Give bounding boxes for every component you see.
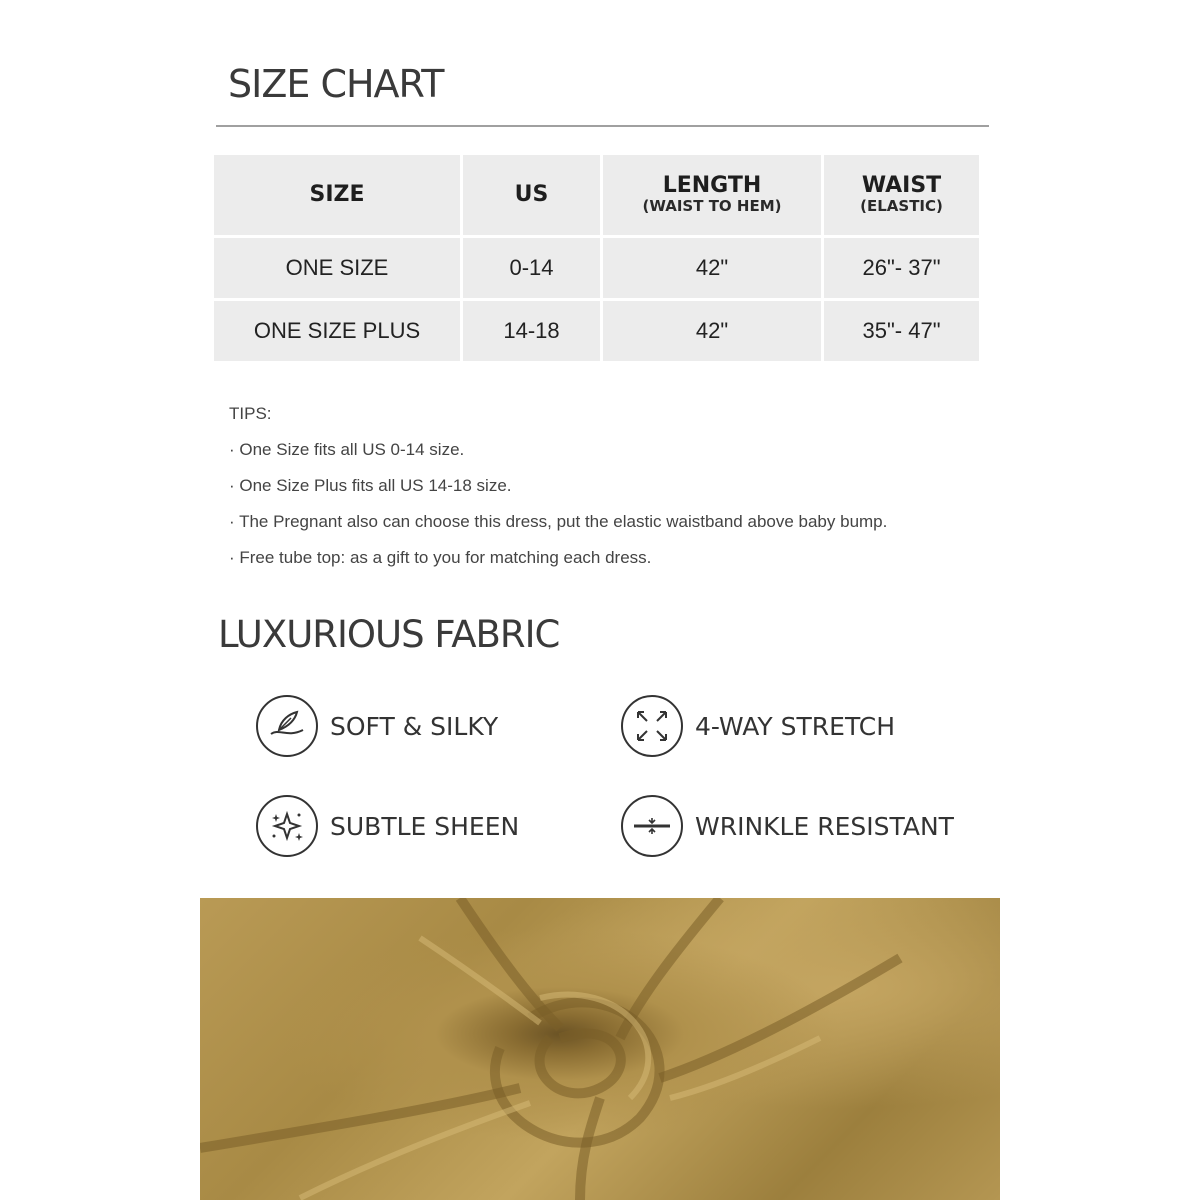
table-cell: 35"- 47" <box>824 301 979 361</box>
feature-label: WRINKLE RESISTANT <box>695 811 954 841</box>
feather-icon <box>256 695 318 757</box>
stretch-arrows-icon <box>621 695 683 757</box>
title-divider <box>216 125 989 127</box>
table-row <box>214 301 979 361</box>
feature-4-way-stretch <box>621 695 895 757</box>
feature-label: SUBTLE SHEEN <box>330 811 520 841</box>
size-table <box>211 152 982 364</box>
size-chart-title: SIZE CHART <box>228 62 444 106</box>
col-header-sub: (ELASTIC) <box>860 197 943 215</box>
feature-subtle-sheen <box>256 795 519 857</box>
flat-line-icon <box>621 795 683 857</box>
tip-item: · Free tube top: as a gift to you for matching each dress. <box>229 548 652 567</box>
table-cell: 42" <box>603 238 821 298</box>
col-header-label: US <box>514 182 549 207</box>
table-cell: ONE SIZE <box>214 238 460 298</box>
table-cell: 26"- 37" <box>824 238 979 298</box>
tip-item: · The Pregnant also can choose this dress, put the elastic waistband above baby bump. <box>229 512 888 531</box>
table-cell: 0-14 <box>463 238 600 298</box>
table-cell: 42" <box>603 301 821 361</box>
col-header-size <box>214 155 460 235</box>
feature-label: 4-WAY STRETCH <box>695 711 896 741</box>
col-header-label: WAIST <box>861 173 942 198</box>
col-header-label: SIZE <box>309 182 365 207</box>
sparkle-icon <box>256 795 318 857</box>
col-header-label: LENGTH <box>662 173 762 198</box>
col-header-length <box>603 155 821 235</box>
feature-wrinkle-resistant <box>621 795 954 857</box>
tip-item: · One Size Plus fits all US 14-18 size. <box>229 476 512 495</box>
col-header-sub: (WAIST TO HEM) <box>642 197 782 215</box>
velvet-fabric-image <box>200 898 1000 1200</box>
fabric-title: LUXURIOUS FABRIC <box>218 613 560 656</box>
table-cell: 14-18 <box>463 301 600 361</box>
feature-soft-silky <box>256 695 498 757</box>
col-header-us <box>463 155 600 235</box>
table-header-row <box>214 155 979 235</box>
table-cell: ONE SIZE PLUS <box>214 301 460 361</box>
tip-item: · One Size fits all US 0-14 size. <box>229 440 465 459</box>
col-header-waist <box>824 155 979 235</box>
tips-heading: TIPS: <box>229 404 272 423</box>
table-row <box>214 238 979 298</box>
feature-label: SOFT & SILKY <box>330 711 499 741</box>
tips-section <box>229 396 887 576</box>
